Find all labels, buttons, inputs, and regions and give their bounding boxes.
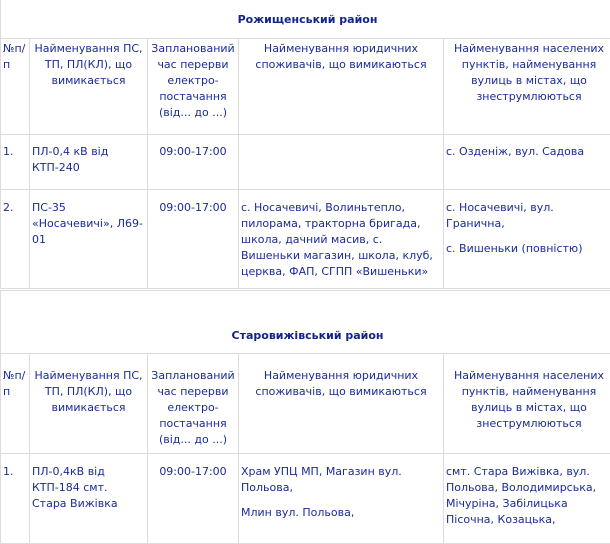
district-table-stara-vyzhivka [0,290,610,544]
table-header-row [1,39,610,135]
row-consumers: Храм УПЦ МП, Магазин вул. Польова, Млин вул. Польова, [239,454,444,544]
header-settlements: Найменування населених пунктів, найменування вулиць в містах, що знеструмлюються [444,39,610,135]
header-num: №п/п [1,354,30,454]
header-num: №п/п [1,39,30,135]
table-row [1,454,610,544]
row-settlements: с. Носачевичі, вул. Гранична, с. Вишеньки (повністю) [444,190,610,289]
table-row [1,135,610,190]
header-object: Найменування ПС, ТП, ПЛ(КЛ), що вимикається [30,39,148,135]
row-num: 1. [1,454,30,544]
row-time: 09:00-17:00 [148,190,239,289]
row-num: 2. [1,190,30,289]
row-num: 1. [1,135,30,190]
table-row [1,190,610,289]
header-time: Запланований час перерви електро-постачання (від... до ...) [148,39,239,135]
table-header-row [1,354,610,454]
row-settlements: с. Озденіж, вул. Садова [444,135,610,190]
row-object: ПЛ-0,4кВ від КТП-184 смт. Стара Вижівка [30,454,148,544]
header-consumers: Найменування юридичних споживачів, що вимикаються [239,39,444,135]
row-time: 09:00-17:00 [148,135,239,190]
row-time: 09:00-17:00 [148,454,239,544]
row-object: ПЛ-0,4 кВ від КТП-240 [30,135,148,190]
header-time: Запланований час перерви електро-постачання (від... до ...) [148,354,239,454]
district-title: Старовижівський район [1,291,610,354]
row-object: ПС-35 «Носачевичі», Л69-01 [30,190,148,289]
header-settlements: Найменування населених пунктів, найменування вулиць в містах, що знеструмлюються [444,354,610,454]
row-consumers: с. Носачевичі, Волиньтепло, пилорама, тракторна бригада, школа, дачний масив, с. Вишеньки магазин, школа, клуб, церква, ФАП, СГПП «Вишеньки» [239,190,444,289]
header-consumers: Найменування юридичних споживачів, що вимикаються [239,354,444,454]
row-settlements: смт. Стара Вижівка, вул. Польова, Володимирська, Мічуріна, Забілицька Пісочна, Козацька, [444,454,610,544]
header-object: Найменування ПС, ТП, ПЛ(КЛ), що вимикається [30,354,148,454]
district-title: Рожищенський район [1,0,610,39]
row-consumers [239,135,444,190]
